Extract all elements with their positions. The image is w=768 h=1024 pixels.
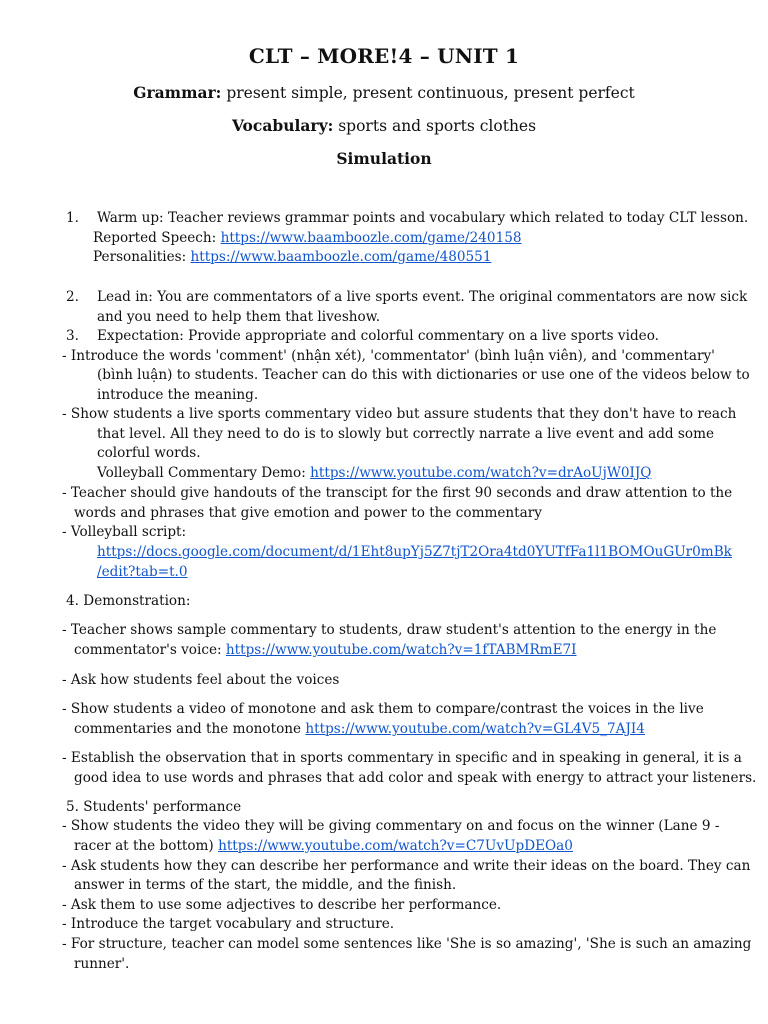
vocabulary-line xyxy=(0,116,768,135)
monotone-label: commentaries and the monotone xyxy=(74,721,306,737)
volleyball-script-link-part2[interactable]: /edit?tab=t.0 xyxy=(97,564,188,580)
bullet-line: - Teacher should give handouts of the transcipt for the first 90 seconds and draw attention to the xyxy=(62,485,733,501)
sample-commentary-line xyxy=(74,641,577,660)
section-1-line xyxy=(66,209,748,228)
section-1-text: Warm up: Teacher reviews grammar points and vocabulary which related to today CLT lesson. xyxy=(97,210,749,226)
bullet-line: - Show students a live sports commentary video but assure students that they don't have to reach xyxy=(62,406,737,422)
bullet-line: - Establish the observation that in sports commentary in specific and in speaking in general, it is a xyxy=(62,750,742,766)
reported-speech-line xyxy=(93,229,522,248)
section-1-number: 1. xyxy=(66,210,79,226)
bullet-line: that level. All they need to do is to slowly but correctly narrate a live event and add some xyxy=(97,426,715,442)
section-5-heading: 5. Students' performance xyxy=(66,799,242,815)
vocabulary-label: Vocabulary: xyxy=(231,116,334,135)
section-4-heading: 4. Demonstration: xyxy=(66,593,191,609)
bullet-line: - Teacher shows sample commentary to students, draw student's attention to the energy in the xyxy=(62,622,717,638)
reported-speech-link[interactable]: https://www.baamboozle.com/game/240158 xyxy=(220,230,522,246)
page-title: CLT – MORE!4 – UNIT 1 xyxy=(248,44,520,68)
sample-commentary-label: commentator's voice: xyxy=(74,642,226,658)
grammar-text: present simple, present continuous, present perfect xyxy=(221,84,635,102)
bullet-line: colorful words. xyxy=(97,445,201,461)
bullet-line: - Show students the video they will be giving commentary on and focus on the winner (Lane 9 - xyxy=(62,818,720,834)
bullet-line: - Show students a video of monotone and ask them to compare/contrast the voices in the live xyxy=(62,701,704,717)
subtitle: Simulation xyxy=(336,149,432,168)
section-2-text: Lead in: You are commentators of a live sports event. The original commentators are now sick xyxy=(97,289,748,305)
winner-video-line xyxy=(74,837,573,856)
section-3-line xyxy=(66,327,659,346)
volleyball-script-link-part1[interactable]: https://docs.google.com/document/d/1Eht8upYj5Z7tjT2Ora4td0YUTfFa1l1BOMOuGUr0mBk xyxy=(97,544,732,560)
personalities-line xyxy=(93,248,491,267)
bullet-line: - Introduce the words 'comment' (nhận xét), 'commentator' (bình luận viên), and 'commentary' xyxy=(62,348,715,364)
winner-video-link[interactable]: https://www.youtube.com/watch?v=C7UvUpDEOa0 xyxy=(218,838,573,854)
sample-commentary-link[interactable]: https://www.youtube.com/watch?v=1fTABMRmE7I xyxy=(225,642,577,658)
volleyball-script-link-cont[interactable] xyxy=(97,563,188,582)
bullet-line: - For structure, teacher can model some sentences like 'She is so amazing', 'She is such an amazing xyxy=(62,936,752,952)
bullet-line: (bình luận) to students. Teacher can do this with dictionaries or use one of the videos below to xyxy=(97,367,750,383)
monotone-link[interactable]: https://www.youtube.com/watch?v=GL4V5_7AJI4 xyxy=(305,721,645,737)
winner-video-label: racer at the bottom) xyxy=(74,838,219,854)
vocabulary-text: sports and sports clothes xyxy=(333,117,537,135)
bullet-line: introduce the meaning. xyxy=(97,387,259,403)
volleyball-demo-line xyxy=(97,464,651,483)
section-3-number: 3. xyxy=(66,328,79,344)
personalities-label: Personalities: xyxy=(93,249,191,265)
volleyball-script-link[interactable] xyxy=(97,543,732,562)
bullet-line: good idea to use words and phrases that add color and speak with energy to attract your listeners. xyxy=(74,770,757,786)
section-2-line xyxy=(66,288,747,307)
bullet-line: - Ask them to use some adjectives to describe her performance. xyxy=(62,897,502,913)
volleyball-demo-label: Volleyball Commentary Demo: xyxy=(97,465,311,481)
personalities-link[interactable]: https://www.baamboozle.com/game/480551 xyxy=(190,249,492,265)
volleyball-demo-link[interactable]: https://www.youtube.com/watch?v=drAoUjW0IJQ xyxy=(310,465,652,481)
reported-speech-label: Reported Speech: xyxy=(93,230,221,246)
section-2-text-cont: and you need to help them that liveshow. xyxy=(97,309,381,325)
bullet-line: - Ask how students feel about the voices xyxy=(62,672,340,688)
monotone-line xyxy=(74,720,645,739)
bullet-line: runner'. xyxy=(74,956,130,972)
grammar-line xyxy=(0,83,768,102)
section-2-number: 2. xyxy=(66,289,79,305)
bullet-line: - Ask students how they can describe her performance and write their ideas on the board. They can xyxy=(62,858,751,874)
bullet-line: words and phrases that give emotion and power to the commentary xyxy=(74,505,542,521)
bullet-line: - Introduce the target vocabulary and structure. xyxy=(62,916,395,932)
section-3-text: Expectation: Provide appropriate and colorful commentary on a live sports video. xyxy=(97,328,659,344)
grammar-label: Grammar: xyxy=(133,83,222,102)
bullet-line: answer in terms of the start, the middle, and the finish. xyxy=(74,877,457,893)
bullet-line: - Volleyball script: xyxy=(62,524,187,540)
